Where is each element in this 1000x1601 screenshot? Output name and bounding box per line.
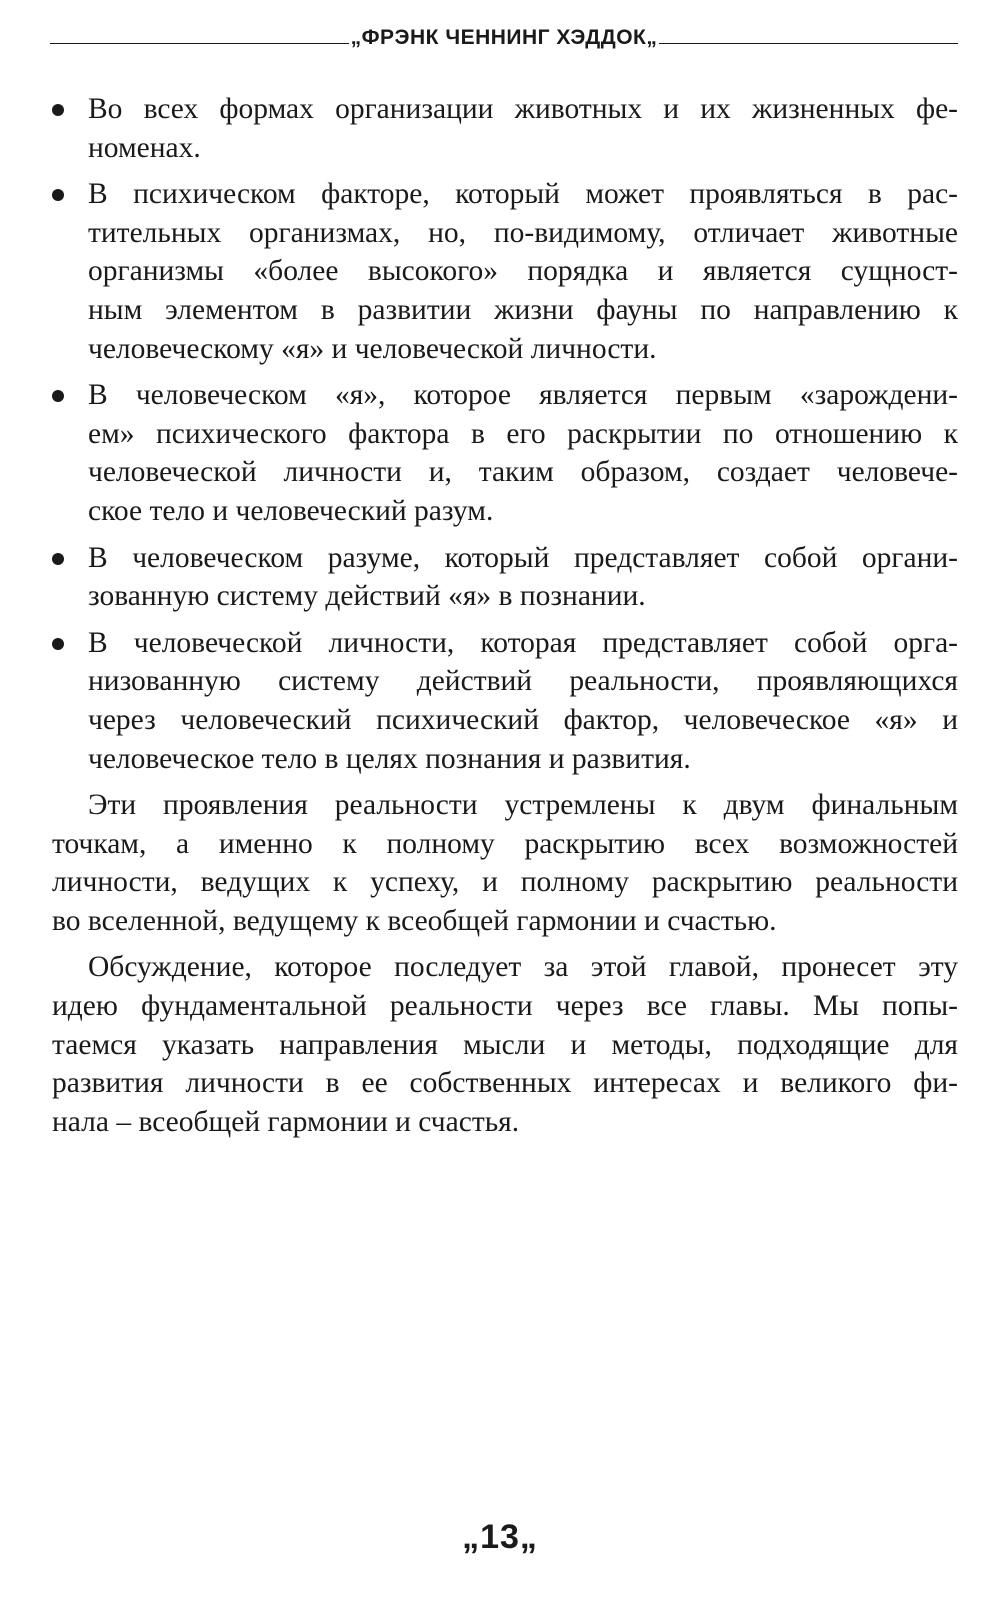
text-line: тительных организмах, но, по-видимому, отличает животные <box>88 216 958 249</box>
bullet-dot-icon <box>52 390 64 402</box>
text-line: В психическом факторе, который может проявляться в рас- <box>88 178 958 211</box>
header-rule-left <box>50 43 349 44</box>
text-line: Эти проявления реальности устремлены к двум финальным <box>88 789 958 822</box>
text-line: зованную систему действий «я» в познании. <box>88 580 646 613</box>
text-line: нала – всеобщей гармонии и счастья. <box>52 1105 520 1138</box>
bullet-item <box>52 175 958 368</box>
text-line: низованную систему действий реальности, проявляющихся <box>88 665 958 698</box>
text-line: таемся указать направления мысли и методы, подходящие для <box>52 1028 958 1061</box>
text-line: через человеческий психический фактор, человеческое «я» и <box>88 703 958 736</box>
page-number: „13„ <box>462 1518 538 1556</box>
text-line: идею фундаментальной реальности через все главы. Мы попы- <box>52 990 958 1023</box>
text-line: человеческой личности и, таким образом, создает человече- <box>88 456 958 489</box>
text-line: организмы «более высокого» порядка и является сущност- <box>88 255 958 288</box>
bullet-dot-icon <box>52 638 64 650</box>
text-line: номенах. <box>88 131 201 164</box>
paragraph <box>52 786 958 940</box>
text-line: развития личности в ее собственных интересах и великого фи- <box>52 1067 958 1100</box>
text-line: ское тело и человеческий разум. <box>88 494 494 527</box>
text-line: человеческое тело в целях познания и развития. <box>88 742 691 775</box>
running-title: „ФРЭНК ЧЕННИНГ ХЭДДОК„ <box>350 26 658 49</box>
text-line: Обсуждение, которое последует за этой главой, пронесет эту <box>88 951 958 984</box>
text-line: личности, ведущих к успеху, и полному раскрытию реальности <box>52 866 958 899</box>
text-line: В человеческом разуме, который представляет собой органи- <box>88 541 958 574</box>
text-line: во вселенной, ведущему к всеобщей гармонии и счастью. <box>52 904 777 937</box>
header-rule-right <box>659 43 958 44</box>
bullet-dot-icon <box>52 189 64 201</box>
text-line: ем» психического фактора в его раскрытии по отношению к <box>88 417 958 450</box>
paragraph <box>52 948 958 1141</box>
bullet-item <box>52 624 958 778</box>
text-line: человеческому «я» и человеческой личности. <box>88 332 657 365</box>
bullet-item <box>52 539 958 616</box>
bullet-dot-icon <box>52 553 64 565</box>
bullet-list <box>52 90 958 778</box>
text-line: ным элементом в развитии жизни фауны по направлению к <box>88 293 958 326</box>
body-text <box>52 90 958 1149</box>
running-header <box>50 18 958 58</box>
text-line: В человеческом «я», которое является первым «зарождени- <box>88 379 958 412</box>
text-line: В человеческой личности, которая представляет собой орга- <box>88 626 958 659</box>
text-line: точкам, а именно к полному раскрытию всех возможностей <box>52 827 958 860</box>
bullet-dot-icon <box>52 104 64 116</box>
bullet-item <box>52 90 958 167</box>
text-line: Во всех формах организации животных и их жизненных фе- <box>88 93 958 125</box>
bullet-item <box>52 376 958 530</box>
